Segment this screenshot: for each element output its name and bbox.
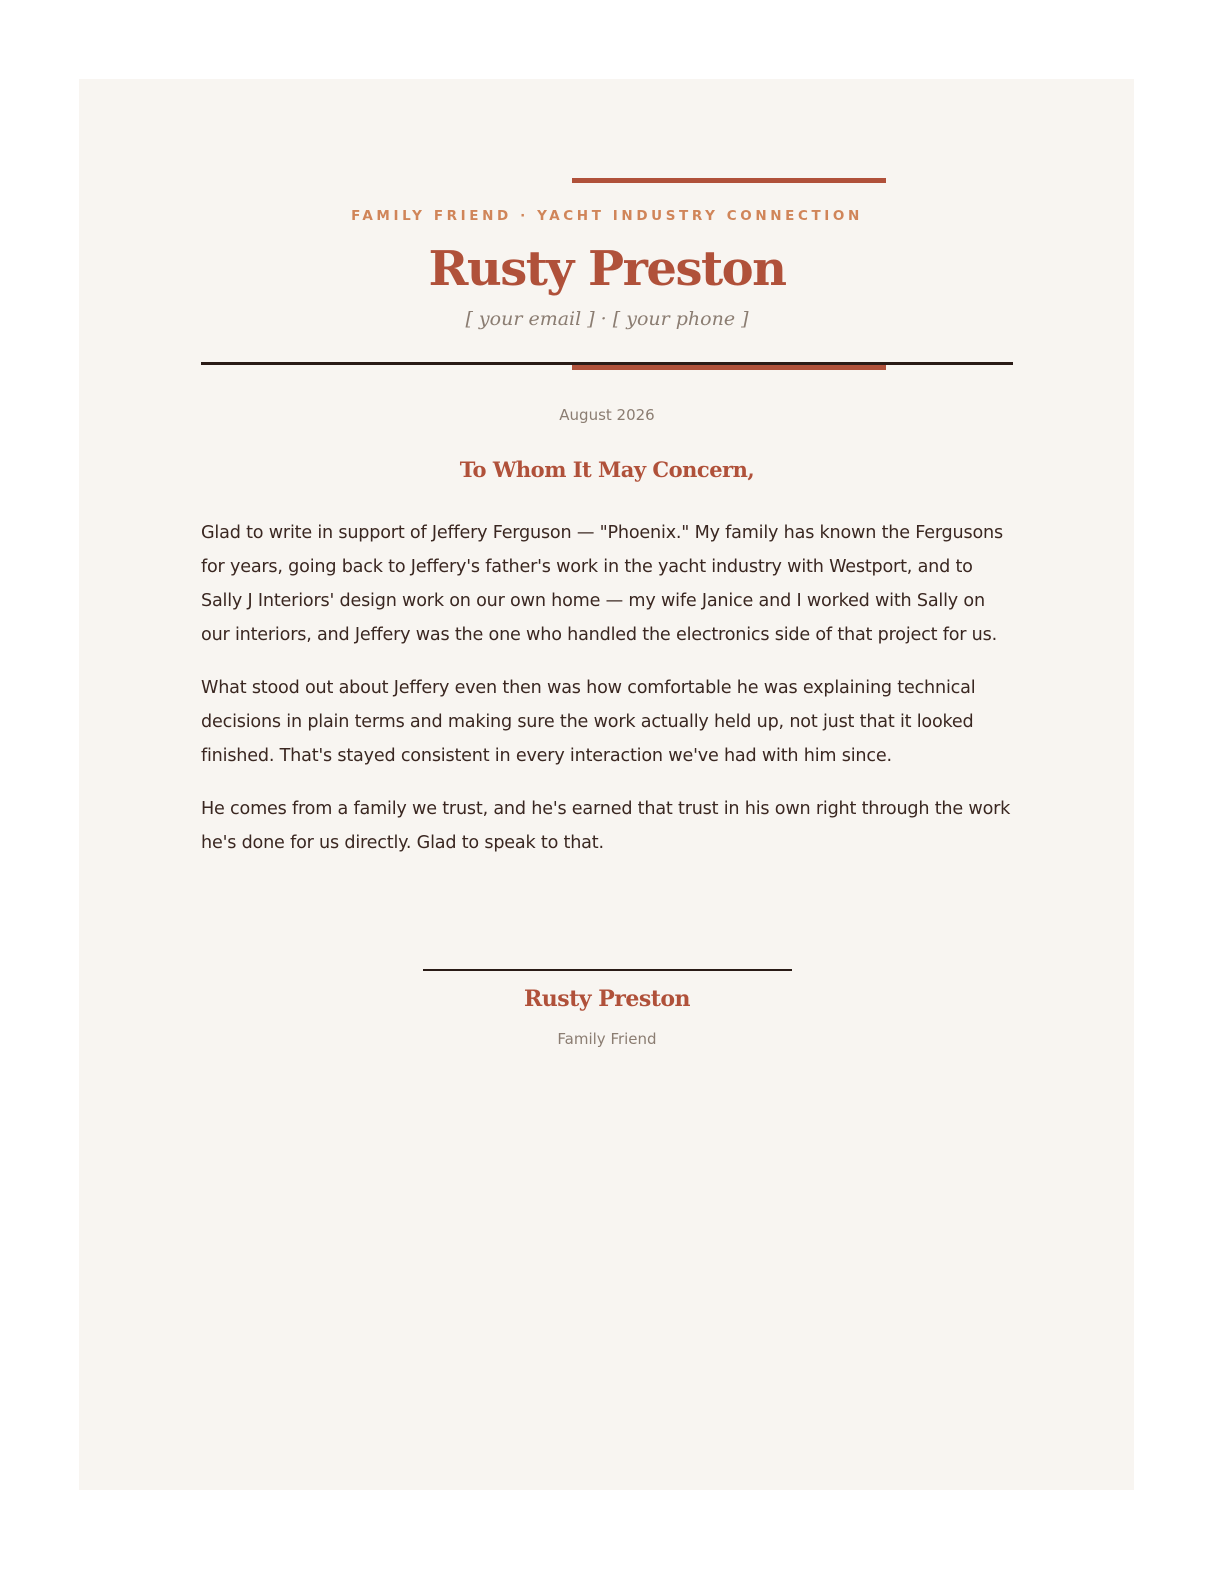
letterhead-eyebrow: FAMILY FRIEND · YACHT INDUSTRY CONNECTION bbox=[351, 208, 863, 224]
letter-salutation: To Whom It May Concern, bbox=[459, 457, 755, 482]
signature-line bbox=[423, 969, 792, 971]
signature-title: Family Friend bbox=[557, 1030, 657, 1048]
signature-name: Rusty Preston bbox=[523, 986, 691, 1012]
header-accent-bar bbox=[572, 178, 886, 183]
letter-body bbox=[201, 516, 1013, 879]
body-paragraph: What stood out about Jeffery even then was how comfortable he was explaining technical decisions in plain terms and making sure the work actually held up, not just that it looked finished. That's stayed consistent in every interaction we've had with him since. bbox=[201, 678, 976, 766]
body-paragraph: Glad to write in support of Jeffery Ferguson — "Phoenix." My family has known the Fergusons for years, going back to Jeffery's father's work in the yacht industry with Westport, and to Sally J Interiors' design work on our own home — my wife Janice and I worked with Sally on our interiors, and Jeffery was the one who handled the electronics side of that project for us. bbox=[201, 523, 1003, 645]
letterhead-contact: [ your email ] · [ your phone ] bbox=[465, 308, 749, 330]
letter-date: August 2026 bbox=[559, 406, 655, 424]
letterhead-name: Rusty Preston bbox=[428, 241, 786, 297]
letter-page bbox=[79, 79, 1134, 1490]
body-paragraph: He comes from a family we trust, and he's earned that trust in his own right through the work he's done for us directly. Glad to speak to that. bbox=[201, 799, 1011, 853]
header-divider-accent bbox=[572, 365, 886, 370]
